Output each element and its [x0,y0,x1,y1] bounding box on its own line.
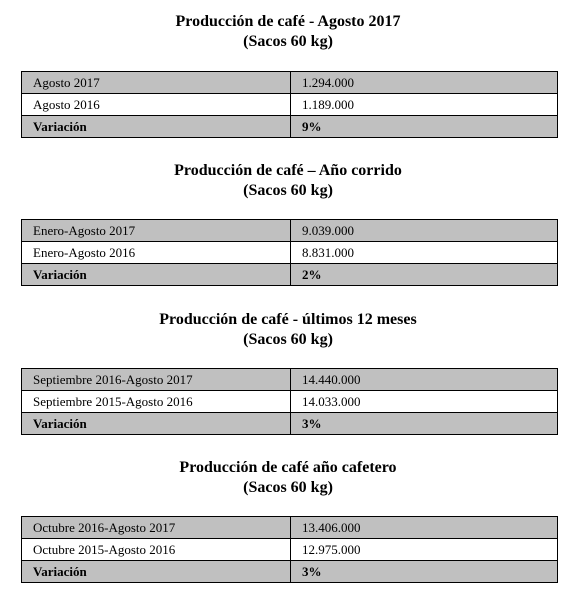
variation-value: 3% [291,413,558,435]
row-label: Septiembre 2015-Agosto 2016 [22,391,291,413]
row-value: 12.975.000 [291,539,558,561]
row-value: 14.033.000 [291,391,558,413]
section-1-title-line1: Producción de café - Agosto 2017 [175,13,401,30]
variation-label: Variación [22,413,291,435]
table-row [22,391,558,413]
variation-label: Variación [22,116,291,138]
row-label: Octubre 2015-Agosto 2016 [22,539,291,561]
table-row [22,220,558,242]
section-3-table [21,368,558,435]
variation-label: Variación [22,561,291,583]
row-label: Agosto 2017 [22,72,291,94]
section-1-title-line2: (Sacos 60 kg) [243,33,333,50]
variation-row [22,264,558,286]
row-value: 9.039.000 [291,220,558,242]
variation-value: 3% [291,561,558,583]
row-value: 13.406.000 [291,517,558,539]
row-label: Enero-Agosto 2017 [22,220,291,242]
section-4-title-line2: (Sacos 60 kg) [243,479,333,496]
section-3-title [0,310,576,350]
section-2-title-line1: Producción de café – Año corrido [174,162,402,179]
section-2-title [0,161,576,201]
row-label: Octubre 2016-Agosto 2017 [22,517,291,539]
section-4-table [21,516,558,583]
section-2-title-line2: (Sacos 60 kg) [243,182,333,199]
section-1-title [0,12,576,52]
table-row [22,369,558,391]
section-2-table [21,219,558,286]
table-row [22,517,558,539]
variation-row [22,561,558,583]
section-3-title-line1: Producción de café - últimos 12 meses [159,311,417,328]
row-label: Agosto 2016 [22,94,291,116]
row-value: 8.831.000 [291,242,558,264]
table-row [22,242,558,264]
table-row [22,94,558,116]
variation-row [22,413,558,435]
variation-row [22,116,558,138]
variation-label: Variación [22,264,291,286]
table-row [22,539,558,561]
section-4-title [0,458,576,498]
row-value: 1.189.000 [291,94,558,116]
table-row [22,72,558,94]
section-1-table [21,71,558,138]
row-label: Enero-Agosto 2016 [22,242,291,264]
row-value: 14.440.000 [291,369,558,391]
section-4-title-line1: Producción de café año cafetero [179,459,397,476]
variation-value: 9% [291,116,558,138]
section-3-title-line2: (Sacos 60 kg) [243,331,333,348]
row-label: Septiembre 2016-Agosto 2017 [22,369,291,391]
row-value: 1.294.000 [291,72,558,94]
variation-value: 2% [291,264,558,286]
